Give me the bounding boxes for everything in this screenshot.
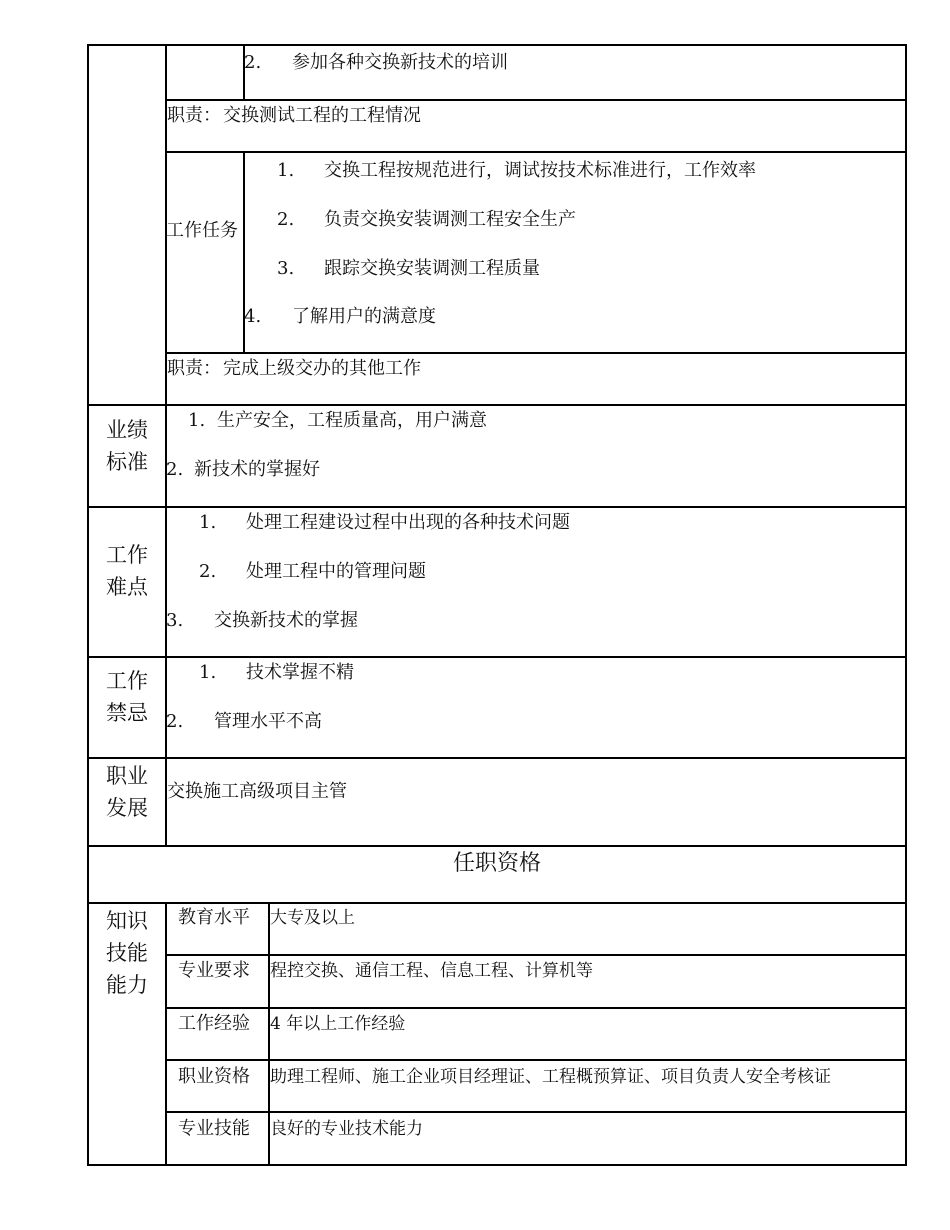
- performance-2-text: 新技术的掌握好: [194, 459, 320, 480]
- duty-2-prefix: 职责：: [167, 105, 221, 126]
- certificate-label: 职业资格: [178, 1066, 250, 1087]
- training-item-text: 参加各种交换新技术的培训: [292, 52, 508, 73]
- taboo-2-text: 管理水平不高: [214, 711, 322, 732]
- section-divider: [87, 902, 907, 904]
- performance-1-number: 1.: [188, 410, 206, 431]
- task-3-text: 跟踪交换安装调测工程质量: [324, 258, 540, 279]
- experience-value: 4 年以上工作经验: [270, 1014, 406, 1034]
- qual-row-divider: [165, 954, 907, 956]
- section-divider: [87, 404, 907, 406]
- qualification-title: 任职资格: [452, 851, 541, 876]
- difficulty-2-number: 2.: [199, 561, 217, 582]
- qualification-side-label: 知识技能能力: [106, 909, 148, 997]
- difficulties-label: 工作难点: [106, 543, 148, 599]
- table-border-bottom: [87, 1164, 907, 1166]
- duty-2-text: 交换测试工程的工程情况: [223, 105, 421, 126]
- career-label: 职业发展: [106, 764, 148, 820]
- duty-3-text: 完成上级交办的其他工作: [223, 358, 421, 379]
- major-label: 专业要求: [178, 960, 250, 981]
- task-label: 工作任务: [166, 220, 238, 241]
- experience-label: 工作经验: [178, 1013, 250, 1034]
- row-divider: [165, 99, 907, 101]
- section-divider: [87, 506, 907, 508]
- major-value: 程控交换、通信工程、信息工程、计算机等: [270, 961, 593, 981]
- task-3-number: 3.: [277, 258, 295, 279]
- task-1-text: 交换工程按规范进行，调试按技术标准进行，工作效率: [324, 160, 756, 181]
- task-4-number: 4.: [244, 306, 262, 327]
- task-2-number: 2.: [277, 209, 295, 230]
- row-divider: [165, 151, 907, 153]
- qual-row-divider: [165, 1059, 907, 1061]
- skill-value: 良好的专业技术能力: [270, 1119, 423, 1139]
- taboo-2-number: 2.: [166, 711, 184, 732]
- table-border-right: [905, 44, 907, 1166]
- performance-label: 业绩标准: [106, 418, 148, 474]
- qual-row-divider: [165, 1007, 907, 1009]
- qual-row-divider: [165, 1111, 907, 1113]
- difficulty-3-number: 3.: [166, 610, 184, 631]
- difficulty-1-number: 1.: [199, 512, 217, 533]
- row-divider: [165, 352, 907, 354]
- task-1-number: 1.: [277, 160, 295, 181]
- section-divider: [87, 757, 907, 759]
- performance-2-number: 2.: [166, 459, 184, 480]
- difficulty-1-text: 处理工程建设过程中出现的各种技术问题: [246, 512, 570, 533]
- task-4-text: 了解用户的满意度: [292, 306, 436, 327]
- difficulty-3-text: 交换新技术的掌握: [214, 610, 358, 631]
- table-border-top: [87, 44, 907, 46]
- education-value: 大专及以上: [270, 908, 355, 928]
- performance-1-text: 生产安全，工程质量高，用户满意: [217, 410, 487, 431]
- task-2-text: 负责交换安装调测工程安全生产: [324, 209, 576, 230]
- taboo-1-number: 1.: [199, 662, 217, 683]
- taboos-label: 工作禁忌: [106, 669, 148, 725]
- difficulty-2-text: 处理工程中的管理问题: [246, 561, 426, 582]
- taboo-1-text: 技术掌握不精: [246, 662, 354, 683]
- certificate-value: 助理工程师、施工企业项目经理证、工程概预算证、项目负责人安全考核证: [270, 1067, 831, 1087]
- skill-label: 专业技能: [178, 1118, 250, 1139]
- career-text: 交换施工高级项目主管: [167, 781, 347, 802]
- education-label: 教育水平: [178, 907, 250, 928]
- section-divider: [87, 656, 907, 658]
- training-item-number: 2.: [244, 52, 262, 73]
- section-divider: [87, 845, 907, 847]
- duty-3-prefix: 职责：: [167, 358, 221, 379]
